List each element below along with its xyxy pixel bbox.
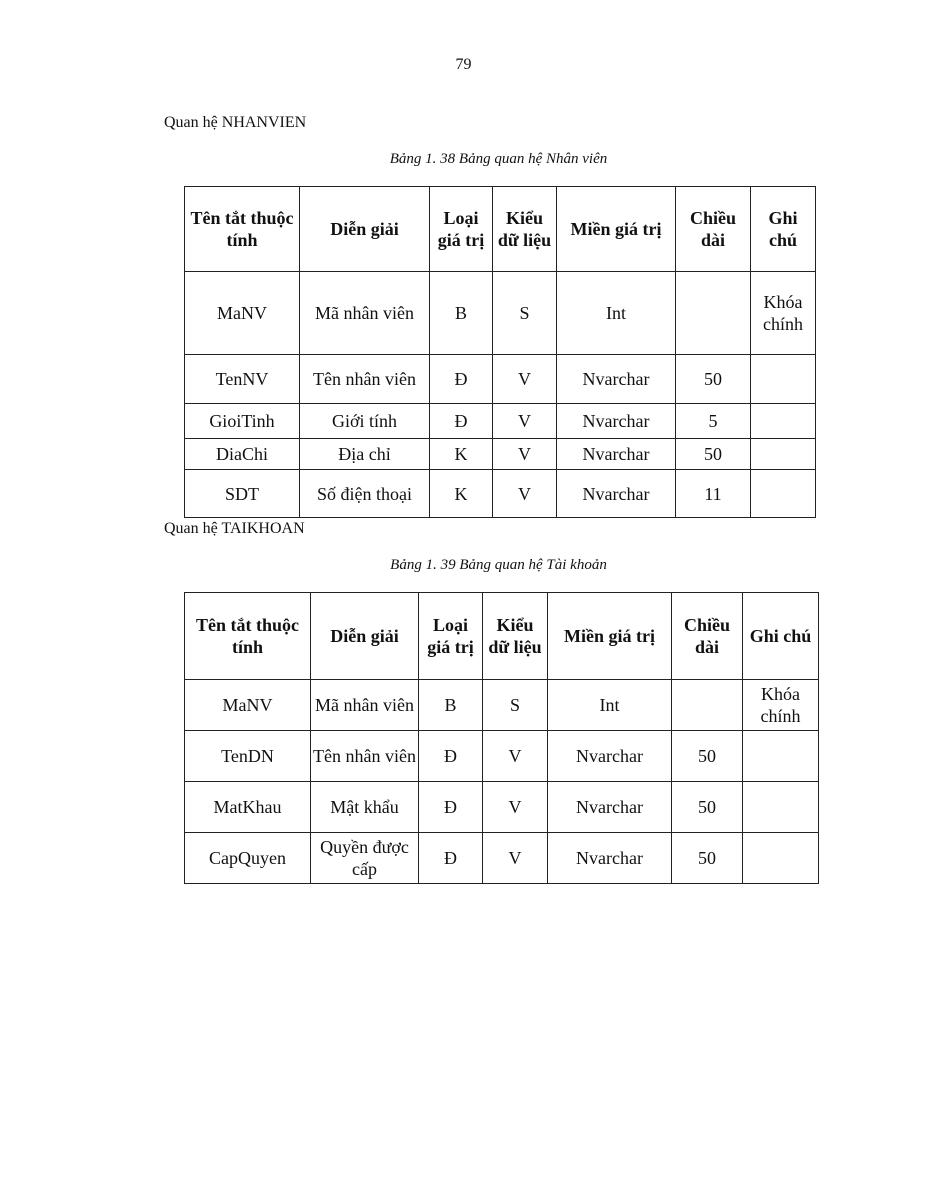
table-cell: DiaChi [185, 439, 300, 470]
table-cell [743, 782, 819, 833]
table-cell: Nvarchar [557, 355, 676, 404]
table-cell: Nvarchar [557, 404, 676, 439]
table-cell: Tên nhân viên [311, 731, 419, 782]
table-nhanvien [184, 186, 816, 518]
header-cell: Loại giá trị [430, 187, 493, 272]
table-row [185, 355, 816, 404]
table-cell: S [493, 272, 557, 355]
table-cell: V [493, 355, 557, 404]
table-cell: 50 [672, 782, 743, 833]
table-cell: Địa chỉ [300, 439, 430, 470]
table-cell: V [493, 470, 557, 518]
table-cell: Đ [419, 833, 483, 884]
table-cell: 50 [672, 833, 743, 884]
table-cell: 5 [676, 404, 751, 439]
table-cell: 11 [676, 470, 751, 518]
table-cell [743, 731, 819, 782]
table-cell: Khóa chính [751, 272, 816, 355]
table-cell: SDT [185, 470, 300, 518]
table-cell: 50 [676, 439, 751, 470]
table-cell: B [419, 680, 483, 731]
table-cell: Quyền được cấp [311, 833, 419, 884]
table-row [185, 782, 819, 833]
header-cell: Tên tắt thuộc tính [185, 593, 311, 680]
table-cell [672, 680, 743, 731]
table-cell: V [483, 833, 548, 884]
table-row [185, 680, 819, 731]
table-cell: V [483, 731, 548, 782]
header-cell: Chiều dài [676, 187, 751, 272]
table-cell: V [493, 439, 557, 470]
table-cell: MatKhau [185, 782, 311, 833]
table-cell: Nvarchar [548, 731, 672, 782]
table-cell: Số điện thoại [300, 470, 430, 518]
table-cell: TenDN [185, 731, 311, 782]
table-row [185, 470, 816, 518]
table-cell: Đ [419, 731, 483, 782]
table-cell: MaNV [185, 272, 300, 355]
table-cell: Khóa chính [743, 680, 819, 731]
header-cell: Miền giá trị [557, 187, 676, 272]
table-cell [751, 470, 816, 518]
table-cell: Nvarchar [557, 470, 676, 518]
table-cell: TenNV [185, 355, 300, 404]
table-cell: 50 [672, 731, 743, 782]
header-cell: Miền giá trị [548, 593, 672, 680]
table-cell: GioiTinh [185, 404, 300, 439]
header-cell: Kiểu dữ liệu [483, 593, 548, 680]
header-cell: Ghi chú [751, 187, 816, 272]
table-cell: Nvarchar [548, 782, 672, 833]
table-cell: Mật khẩu [311, 782, 419, 833]
table-cell: MaNV [185, 680, 311, 731]
table-cell: V [483, 782, 548, 833]
table-row [185, 833, 819, 884]
table-cell: Nvarchar [557, 439, 676, 470]
table-cell: Int [548, 680, 672, 731]
table-cell: Đ [430, 404, 493, 439]
header-cell: Diễn giải [300, 187, 430, 272]
table-cell: Giới tính [300, 404, 430, 439]
header-cell: Ghi chú [743, 593, 819, 680]
table-cell: Nvarchar [548, 833, 672, 884]
table-row [185, 439, 816, 470]
header-cell: Tên tắt thuộc tính [185, 187, 300, 272]
table-taikhoan [184, 592, 819, 884]
table-cell: Mã nhân viên [300, 272, 430, 355]
table-cell [751, 404, 816, 439]
table-caption-taikhoan: Bảng 1. 39 Bảng quan hệ Tài khoản [390, 557, 607, 573]
header-cell: Loại giá trị [419, 593, 483, 680]
table-cell: Đ [419, 782, 483, 833]
table-cell: CapQuyen [185, 833, 311, 884]
section-heading-nhanvien: Quan hệ NHANVIEN [164, 114, 307, 131]
section-heading-taikhoan: Quan hệ TAIKHOAN [164, 520, 305, 537]
table-cell: K [430, 439, 493, 470]
page-number: 79 [455, 56, 472, 73]
table-cell: Tên nhân viên [300, 355, 430, 404]
table-header-row [185, 593, 819, 680]
table-cell: 50 [676, 355, 751, 404]
table-cell: Int [557, 272, 676, 355]
table-row [185, 272, 816, 355]
table-cell: Mã nhân viên [311, 680, 419, 731]
table-cell [676, 272, 751, 355]
table-row [185, 731, 819, 782]
table-cell [751, 439, 816, 470]
table-cell: B [430, 272, 493, 355]
header-cell: Kiểu dữ liệu [493, 187, 557, 272]
table-cell [743, 833, 819, 884]
table-row [185, 404, 816, 439]
table-cell: S [483, 680, 548, 731]
table-cell [751, 355, 816, 404]
table-cell: Đ [430, 355, 493, 404]
header-cell: Chiều dài [672, 593, 743, 680]
table-header-row [185, 187, 816, 272]
header-cell: Diễn giải [311, 593, 419, 680]
table-cell: V [493, 404, 557, 439]
table-caption-nhanvien: Bảng 1. 38 Bảng quan hệ Nhân viên [389, 151, 608, 167]
table-cell: K [430, 470, 493, 518]
